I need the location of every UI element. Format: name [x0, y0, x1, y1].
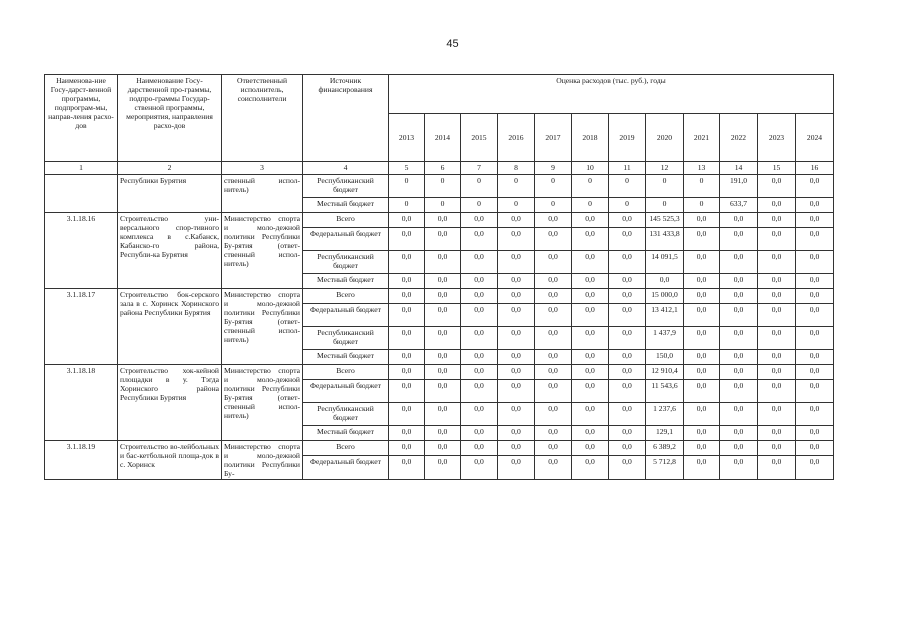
program-name: Строительство уни-версального спор-тивного комплекса в с.Кабанск, Кабанско-го района, Республи-ка Бурятия	[118, 213, 222, 289]
expense-value: 0,0	[684, 403, 720, 426]
expense-value: 0,0	[758, 304, 796, 327]
column-number: 11	[609, 162, 646, 175]
expense-value: 0,0	[720, 426, 758, 441]
expense-value: 0,0	[425, 350, 461, 365]
expense-value: 0	[572, 175, 609, 198]
header-estimate: Оценка расходов (тыс. руб.), годы	[389, 75, 834, 114]
expense-value: 0,0	[609, 304, 646, 327]
expense-value: 0,0	[684, 251, 720, 274]
expense-value: 0,0	[684, 274, 720, 289]
expense-value: 0,0	[796, 198, 834, 213]
expense-value: 6 389,2	[646, 441, 684, 456]
expense-value: 0,0	[389, 228, 425, 251]
responsible-executor: Министерство спорта и моло-дежной политики Республики Бу-рятия (ответ-ственный испол-нитель)	[222, 213, 303, 289]
year-header: 2022	[720, 113, 758, 161]
expense-value: 0,0	[684, 441, 720, 456]
expense-value: 0,0	[684, 289, 720, 304]
expense-value: 0,0	[425, 380, 461, 403]
expense-value: 0,0	[720, 441, 758, 456]
expense-value: 0,0	[720, 403, 758, 426]
expense-value: 0,0	[498, 365, 535, 380]
expense-value: 0,0	[389, 380, 425, 403]
funding-source: Федеральный бюджет	[303, 228, 389, 251]
expense-value: 0,0	[425, 289, 461, 304]
expense-value: 0,0	[461, 289, 498, 304]
expense-value: 0,0	[758, 327, 796, 350]
expense-value: 0,0	[684, 213, 720, 228]
expense-value: 0,0	[796, 289, 834, 304]
column-number: 12	[646, 162, 684, 175]
expense-value: 0,0	[535, 426, 572, 441]
expense-value: 0,0	[535, 365, 572, 380]
expense-value: 0,0	[609, 251, 646, 274]
expense-value: 0,0	[796, 350, 834, 365]
expense-value: 0,0	[758, 251, 796, 274]
program-name: Строительство во-лейбольных и бас-кетбольной площа-док в с. Хоринск	[118, 441, 222, 480]
expense-value: 0,0	[796, 380, 834, 403]
expense-value: 0,0	[720, 456, 758, 480]
expense-value: 0,0	[609, 213, 646, 228]
funding-source: Всего	[303, 365, 389, 380]
year-header: 2021	[684, 113, 720, 161]
expense-value: 0,0	[389, 327, 425, 350]
expense-value: 0,0	[535, 289, 572, 304]
expense-value: 0,0	[796, 228, 834, 251]
expense-value: 0,0	[498, 350, 535, 365]
expense-value: 0	[535, 198, 572, 213]
expense-value: 0,0	[535, 228, 572, 251]
program-code: 3.1.18.19	[45, 441, 118, 480]
expense-value: 5 712,8	[646, 456, 684, 480]
expense-value: 0,0	[425, 403, 461, 426]
expense-value: 0,0	[796, 365, 834, 380]
funding-source: Местный бюджет	[303, 350, 389, 365]
program-name: Республики Бурятия	[118, 175, 222, 213]
table-row	[45, 175, 834, 198]
table-row	[45, 365, 834, 380]
expense-value: 0,0	[684, 365, 720, 380]
expense-value: 0,0	[684, 304, 720, 327]
expense-value: 0,0	[609, 380, 646, 403]
expense-value: 0,0	[461, 456, 498, 480]
program-code: 3.1.18.17	[45, 289, 118, 365]
expense-value: 0,0	[535, 441, 572, 456]
expense-value: 129,1	[646, 426, 684, 441]
expense-value: 0,0	[572, 426, 609, 441]
expense-value: 0,0	[498, 228, 535, 251]
expense-value: 0,0	[425, 213, 461, 228]
year-header: 2015	[461, 113, 498, 161]
year-header: 2013	[389, 113, 425, 161]
expenditure-table	[44, 74, 834, 480]
table-row	[45, 441, 834, 456]
expense-value: 0,0	[796, 274, 834, 289]
responsible-executor: ственный испол-нитель)	[222, 175, 303, 213]
expense-value: 0	[461, 198, 498, 213]
expense-value: 0,0	[796, 175, 834, 198]
expense-value: 0	[535, 175, 572, 198]
expense-value: 0	[684, 198, 720, 213]
expense-value: 0,0	[498, 380, 535, 403]
header-executor: Ответственный исполнитель, соисполнители	[222, 75, 303, 162]
expense-value: 0,0	[796, 327, 834, 350]
expense-value: 0,0	[572, 350, 609, 365]
expense-value: 0,0	[498, 327, 535, 350]
funding-source: Всего	[303, 441, 389, 456]
expense-value: 1 237,6	[646, 403, 684, 426]
expense-value: 0,0	[389, 426, 425, 441]
expense-value: 0,0	[684, 327, 720, 350]
expense-value: 0,0	[684, 350, 720, 365]
expense-value: 0,0	[535, 327, 572, 350]
expense-value: 12 910,4	[646, 365, 684, 380]
expense-value: 0,0	[389, 456, 425, 480]
year-header: 2014	[425, 113, 461, 161]
expense-value: 0,0	[498, 274, 535, 289]
funding-source: Республиканский бюджет	[303, 327, 389, 350]
expense-value: 0,0	[609, 426, 646, 441]
expense-value: 0	[389, 198, 425, 213]
expense-value: 0,0	[461, 213, 498, 228]
expense-value: 0,0	[498, 441, 535, 456]
expense-value: 0,0	[572, 213, 609, 228]
expense-value: 0	[609, 198, 646, 213]
funding-source: Федеральный бюджет	[303, 456, 389, 480]
expense-value: 0,0	[572, 456, 609, 480]
column-number: 9	[535, 162, 572, 175]
expense-value: 0,0	[684, 380, 720, 403]
year-header: 2023	[758, 113, 796, 161]
page-number: 45	[446, 38, 459, 50]
funding-source: Федеральный бюджет	[303, 304, 389, 327]
expense-value: 0,0	[572, 274, 609, 289]
funding-source: Местный бюджет	[303, 274, 389, 289]
expense-value: 0,0	[758, 426, 796, 441]
expense-value: 0,0	[535, 456, 572, 480]
expense-value: 0,0	[572, 441, 609, 456]
expense-value: 150,0	[646, 350, 684, 365]
expense-value: 0,0	[535, 274, 572, 289]
expense-value: 0	[425, 198, 461, 213]
funding-source: Всего	[303, 289, 389, 304]
column-number: 3	[222, 162, 303, 175]
expense-value: 0	[646, 198, 684, 213]
expense-value: 1 437,9	[646, 327, 684, 350]
expense-value: 0,0	[758, 441, 796, 456]
expense-value: 0,0	[758, 175, 796, 198]
responsible-executor: Министерство спорта и моло-дежной политики Республики Бу-рятия (ответ-ственный испол-нитель)	[222, 365, 303, 441]
expense-value: 0,0	[461, 327, 498, 350]
expense-value: 131 433,8	[646, 228, 684, 251]
funding-source: Республиканский бюджет	[303, 175, 389, 198]
program-name: Строительство бок-серского зала в с. Хоринск Хоринского района Республики Бурятия	[118, 289, 222, 365]
expense-value: 0,0	[720, 274, 758, 289]
expense-value: 0,0	[389, 289, 425, 304]
expense-value: 0,0	[609, 228, 646, 251]
expense-value: 0,0	[720, 304, 758, 327]
expense-value: 0,0	[389, 304, 425, 327]
year-header: 2019	[609, 113, 646, 161]
header-source: Источник финансирования	[303, 75, 389, 162]
expense-value: 0,0	[461, 304, 498, 327]
expense-value: 0,0	[720, 251, 758, 274]
expense-value: 0,0	[720, 228, 758, 251]
expense-value: 0,0	[609, 327, 646, 350]
expense-value: 0,0	[796, 213, 834, 228]
expense-value: 0,0	[535, 380, 572, 403]
expense-value: 0,0	[425, 441, 461, 456]
expense-value: 0,0	[758, 456, 796, 480]
table-row	[45, 289, 834, 304]
expense-value: 0,0	[498, 251, 535, 274]
expense-value: 0	[646, 175, 684, 198]
expense-value: 0,0	[498, 403, 535, 426]
expense-value: 0,0	[425, 304, 461, 327]
expense-value: 0,0	[461, 251, 498, 274]
expense-value: 0,0	[572, 380, 609, 403]
expense-value: 0,0	[720, 365, 758, 380]
expense-value: 0,0	[425, 327, 461, 350]
expense-value: 0,0	[535, 350, 572, 365]
expense-value: 0,0	[535, 304, 572, 327]
year-header: 2020	[646, 113, 684, 161]
column-number: 16	[796, 162, 834, 175]
expense-value: 0,0	[461, 426, 498, 441]
year-header: 2016	[498, 113, 535, 161]
expense-value: 0,0	[796, 251, 834, 274]
expense-value: 0,0	[796, 403, 834, 426]
header-program-name: Наименование Госу-дарственной про-граммы, подпро-граммы Государ-ственной программы, мероприятия, направления расхо-дов	[118, 75, 222, 162]
column-number: 5	[389, 162, 425, 175]
expense-value: 0,0	[389, 403, 425, 426]
expense-value: 0,0	[758, 213, 796, 228]
expense-value: 0,0	[609, 350, 646, 365]
expense-value: 14 091,5	[646, 251, 684, 274]
responsible-executor: Министерство спорта и моло-дежной политики Республики Бу-	[222, 441, 303, 480]
funding-source: Всего	[303, 213, 389, 228]
program-code: 3.1.18.16	[45, 213, 118, 289]
expense-value: 0,0	[758, 274, 796, 289]
expense-value: 13 412,1	[646, 304, 684, 327]
expense-value: 0	[389, 175, 425, 198]
funding-source: Местный бюджет	[303, 426, 389, 441]
expense-value: 0,0	[572, 251, 609, 274]
expense-value: 0,0	[684, 456, 720, 480]
expense-value: 0,0	[389, 350, 425, 365]
expense-value: 0	[609, 175, 646, 198]
expense-value: 0,0	[425, 274, 461, 289]
expense-value: 0,0	[535, 403, 572, 426]
expense-value: 0,0	[461, 380, 498, 403]
funding-source: Федеральный бюджет	[303, 380, 389, 403]
expense-value: 0	[498, 198, 535, 213]
expense-value: 0,0	[758, 228, 796, 251]
column-number: 8	[498, 162, 535, 175]
column-number: 15	[758, 162, 796, 175]
expense-value: 0,0	[758, 365, 796, 380]
column-number: 1	[45, 162, 118, 175]
expense-value: 0,0	[609, 365, 646, 380]
year-header: 2024	[796, 113, 834, 161]
table-row	[45, 213, 834, 228]
column-number: 10	[572, 162, 609, 175]
column-number: 14	[720, 162, 758, 175]
expense-value: 0,0	[389, 213, 425, 228]
expense-value: 0,0	[572, 289, 609, 304]
column-number: 13	[684, 162, 720, 175]
expense-value: 15 000,0	[646, 289, 684, 304]
funding-source: Республиканский бюджет	[303, 403, 389, 426]
expense-value: 0,0	[425, 426, 461, 441]
expense-value: 0,0	[389, 441, 425, 456]
expense-value: 0,0	[572, 365, 609, 380]
expense-value: 0,0	[609, 441, 646, 456]
expense-value: 0,0	[389, 365, 425, 380]
expense-value: 0,0	[498, 213, 535, 228]
expense-value: 191,0	[720, 175, 758, 198]
expense-value: 0,0	[796, 456, 834, 480]
expense-value: 0,0	[684, 228, 720, 251]
expense-value: 0,0	[796, 304, 834, 327]
expense-value: 0	[461, 175, 498, 198]
year-header: 2018	[572, 113, 609, 161]
expense-value: 0,0	[535, 213, 572, 228]
expense-value: 633,7	[720, 198, 758, 213]
expense-value: 0,0	[461, 350, 498, 365]
column-number: 7	[461, 162, 498, 175]
expense-value: 11 543,6	[646, 380, 684, 403]
expense-value: 145 525,3	[646, 213, 684, 228]
expense-value: 0,0	[609, 289, 646, 304]
program-code	[45, 175, 118, 213]
expense-value: 0,0	[461, 274, 498, 289]
expense-value: 0,0	[498, 456, 535, 480]
expense-value: 0,0	[461, 228, 498, 251]
expense-value: 0,0	[461, 403, 498, 426]
expense-value: 0	[425, 175, 461, 198]
expense-value: 0,0	[461, 441, 498, 456]
expense-value: 0,0	[758, 403, 796, 426]
expense-value: 0	[684, 175, 720, 198]
expense-value: 0,0	[498, 289, 535, 304]
expense-value: 0,0	[425, 456, 461, 480]
expense-value: 0,0	[684, 426, 720, 441]
responsible-executor: Министерство спорта и моло-дежной политики Республики Бу-рятия (ответ-ственный испол-нитель)	[222, 289, 303, 365]
expense-value: 0,0	[425, 365, 461, 380]
expense-value: 0,0	[609, 403, 646, 426]
expense-value: 0	[572, 198, 609, 213]
expense-value: 0,0	[720, 327, 758, 350]
expense-value: 0,0	[758, 198, 796, 213]
expense-value: 0,0	[572, 304, 609, 327]
expense-value: 0,0	[609, 274, 646, 289]
expense-value: 0,0	[425, 228, 461, 251]
funding-source: Местный бюджет	[303, 198, 389, 213]
funding-source: Республиканский бюджет	[303, 251, 389, 274]
column-number: 4	[303, 162, 389, 175]
expense-value: 0,0	[720, 289, 758, 304]
expense-value: 0,0	[646, 274, 684, 289]
expense-value: 0,0	[720, 213, 758, 228]
expense-value: 0,0	[461, 365, 498, 380]
expense-value: 0,0	[389, 274, 425, 289]
program-name: Строительство хок-кейной площадки в у. Тэгда Хоринского района Республики Бурятия	[118, 365, 222, 441]
column-number: 2	[118, 162, 222, 175]
expense-value: 0,0	[425, 251, 461, 274]
expense-value: 0,0	[498, 304, 535, 327]
year-header: 2017	[535, 113, 572, 161]
expense-value: 0,0	[609, 456, 646, 480]
header-program: Наименова-ние Госу-дарст-венной программы, подпрограм-мы, направ-ления расхо-дов	[45, 75, 118, 162]
expense-value: 0,0	[720, 380, 758, 403]
expense-value: 0,0	[572, 403, 609, 426]
expense-value: 0,0	[758, 380, 796, 403]
expense-value: 0,0	[572, 327, 609, 350]
expense-value: 0,0	[796, 426, 834, 441]
expense-value: 0	[498, 175, 535, 198]
expense-value: 0,0	[389, 251, 425, 274]
expense-value: 0,0	[572, 228, 609, 251]
expense-value: 0,0	[796, 441, 834, 456]
program-code: 3.1.18.18	[45, 365, 118, 441]
column-number: 6	[425, 162, 461, 175]
expense-value: 0,0	[758, 350, 796, 365]
expense-value: 0,0	[720, 350, 758, 365]
expense-value: 0,0	[758, 289, 796, 304]
expense-value: 0,0	[498, 426, 535, 441]
expense-value: 0,0	[535, 251, 572, 274]
